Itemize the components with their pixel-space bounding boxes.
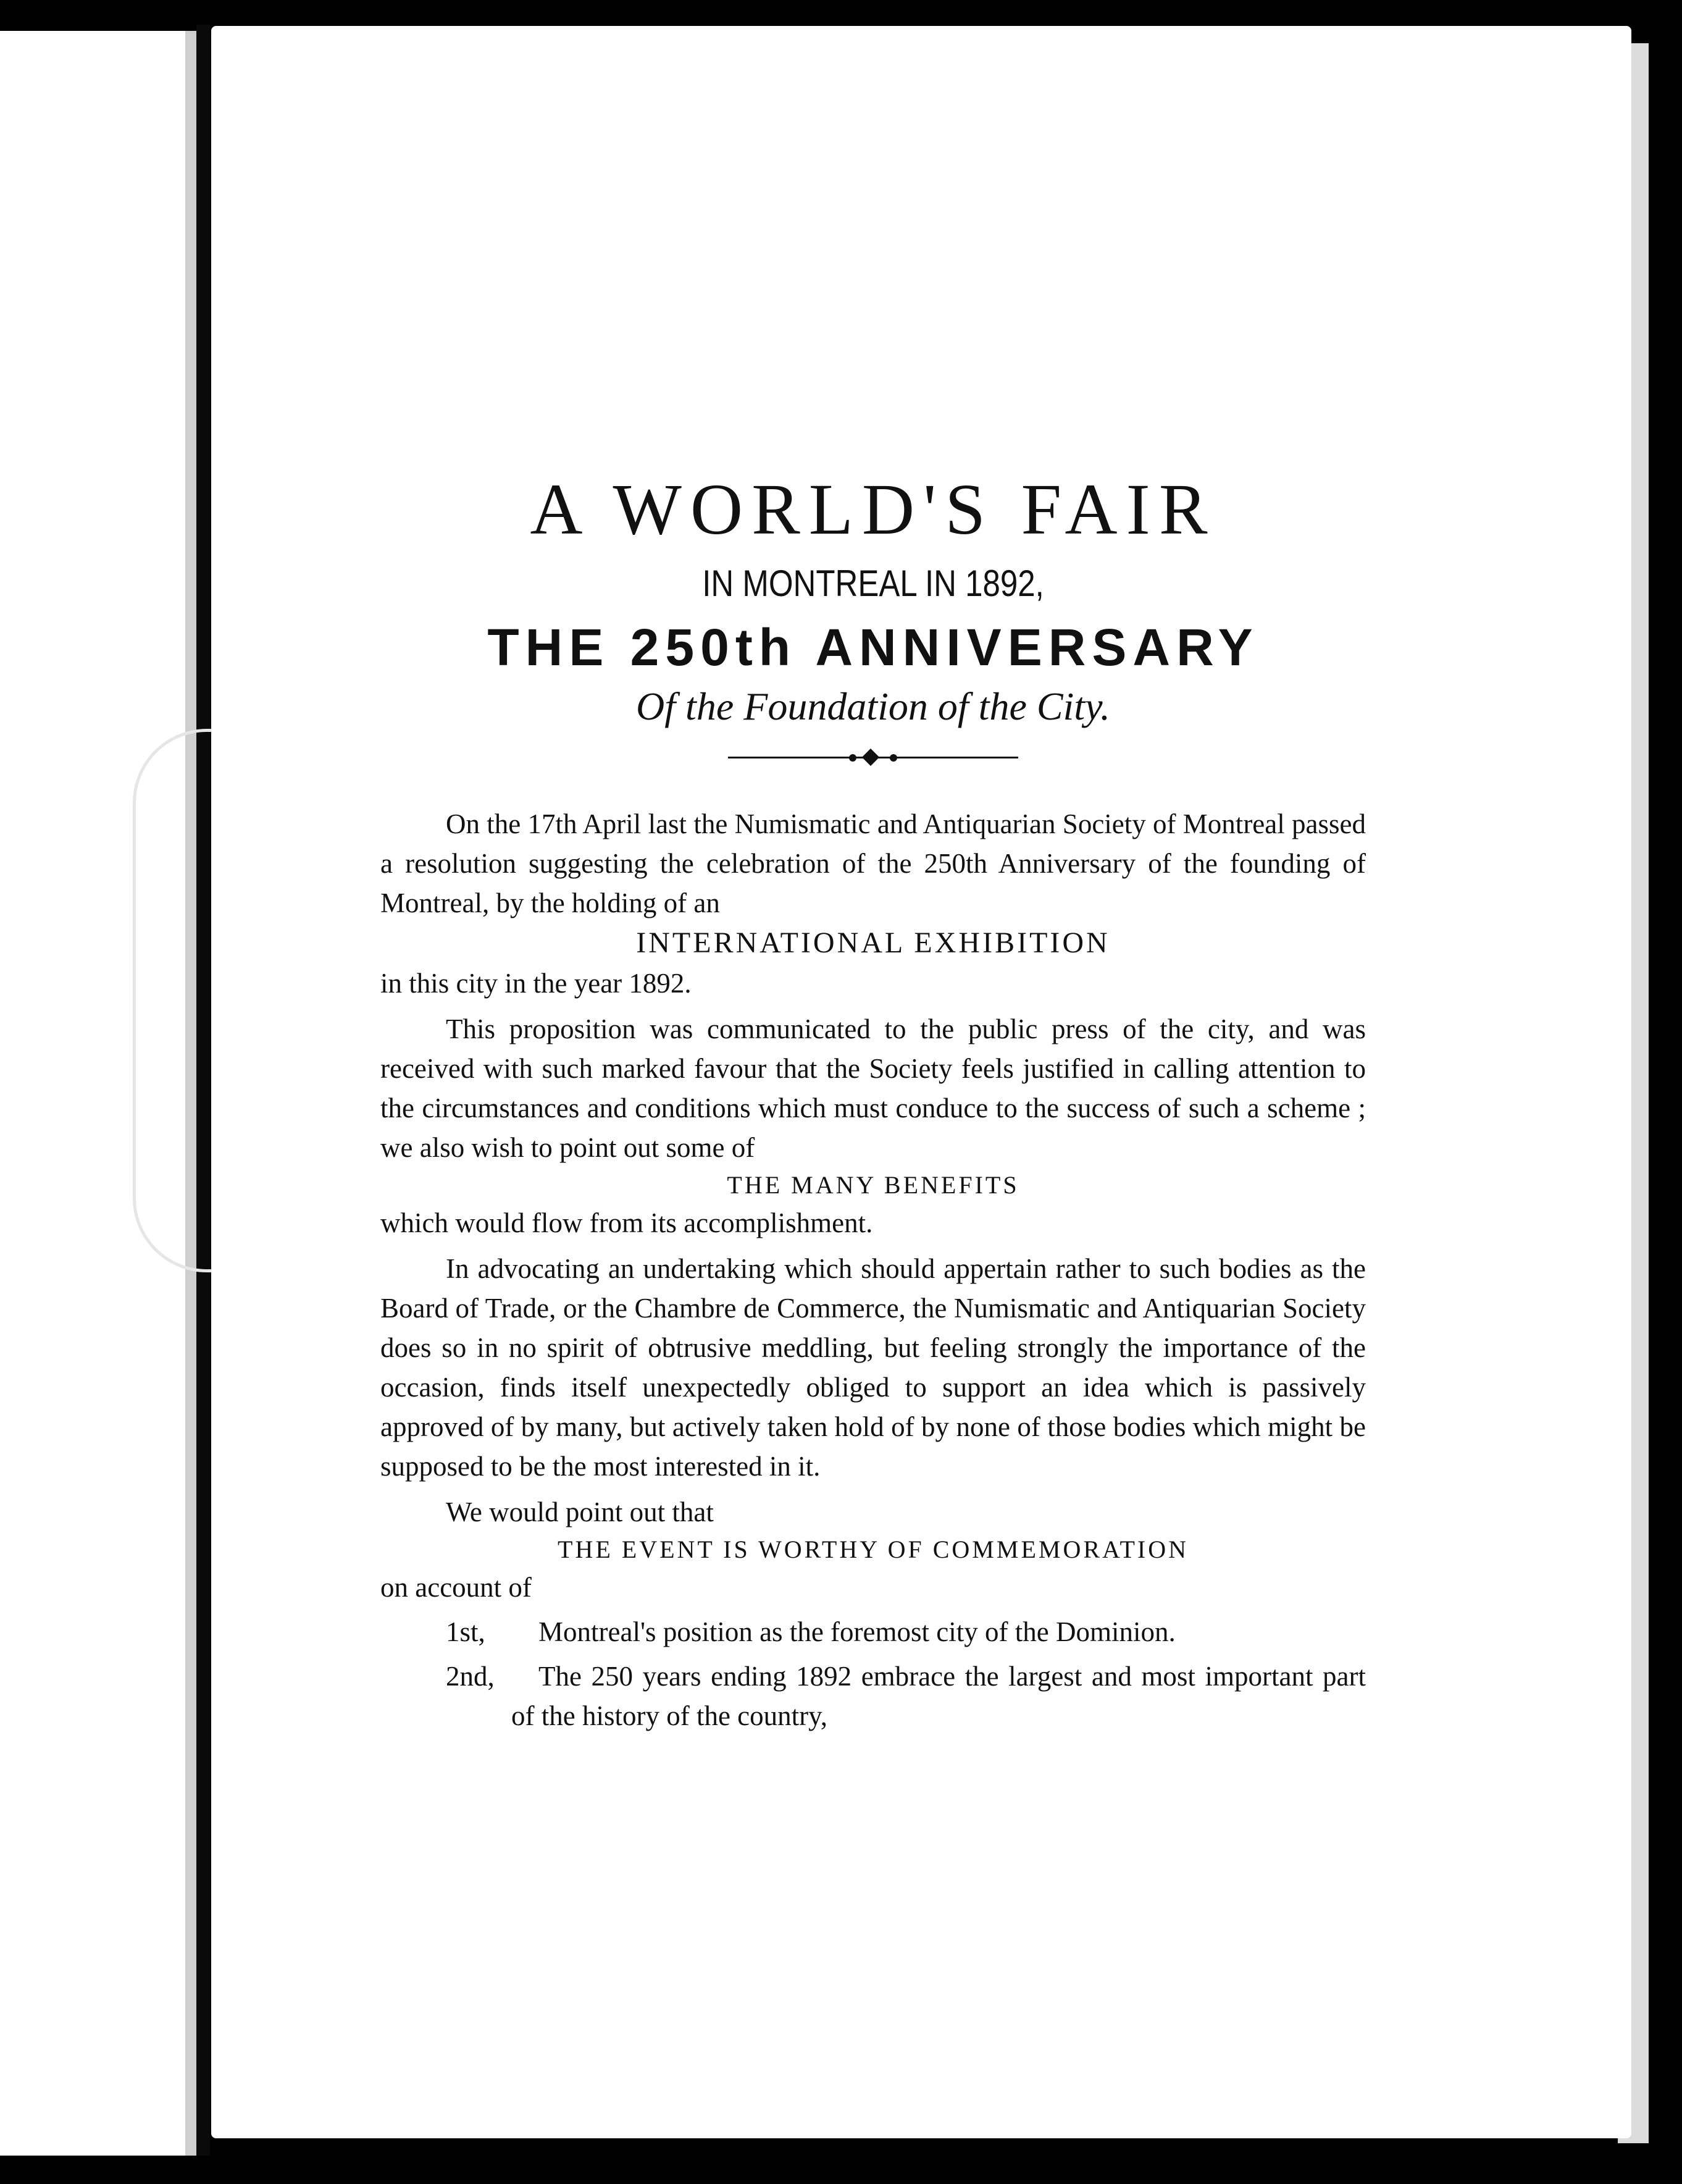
list-item: [380, 1657, 1366, 1736]
list-item-text: Montreal's position as the foremost city of the Dominion.: [538, 1616, 1176, 1647]
divider-dot-left: [849, 754, 856, 762]
section-heading-benefits: THE MANY BENEFITS: [727, 1171, 1019, 1199]
paragraph-2: This proposition was communicated to the public press of the city, and was received with such marked favour that the Society feels justified in calling attention to the circumstances and conditions which must conduce to the success of such a scheme ; we also wish to point out some of: [380, 1014, 1366, 1163]
paragraph-1: On the 17th April last the Numismatic and Antiquarian Society of Montreal passed a resolution suggesting the celebration of the 250th Anniversary of the founding of Montreal, by the holding of an: [380, 808, 1366, 918]
document-page: [211, 26, 1631, 2138]
tagline: Of the Foundation of the City.: [636, 684, 1110, 728]
anniversary-heading: THE 250th ANNIVERSARY: [487, 618, 1259, 676]
list-item-label: 2nd,: [446, 1661, 495, 1692]
paragraph-4: We would point out that: [446, 1497, 714, 1527]
page-content: [380, 469, 1366, 1736]
divider-diamond: [862, 749, 879, 766]
divider-dot-right: [890, 754, 897, 762]
section-heading-exhibition: INTERNATIONAL EXHIBITION: [636, 926, 1110, 959]
section-heading-commemoration: THE EVENT IS WORTHY OF COMMEMORATION: [558, 1535, 1189, 1563]
paragraph-3: In advocating an undertaking which should appertain rather to such bodies as the Board of Trade, or the Chambre de Commerce, the Numismatic and Antiquarian Society does so in no spirit of obtrusive meddling, but feeling strongly the importance of the occasion, finds itself unexpectedly obliged to support an idea which is passively approved of by many, but actively taken hold of by none of those bodies which might be supposed to be the most interested in it.: [380, 1253, 1366, 1482]
paragraph-2-continued: which would flow from its accomplishment.: [380, 1208, 873, 1238]
list-item-text: The 250 years ending 1892 embrace the largest and most important part of the history of the country,: [511, 1661, 1366, 1731]
list-item-label: 1st,: [446, 1616, 485, 1647]
page-title: A WORLD'S FAIR: [530, 469, 1216, 550]
list-item: [380, 1612, 1366, 1652]
page-subtitle: IN MONTREAL IN 1892,: [702, 563, 1044, 604]
paragraph-4-continued: on account of: [380, 1572, 532, 1603]
binding-string: [133, 729, 219, 1272]
divider-ornament: [728, 745, 1018, 770]
paragraph-1-continued: in this city in the year 1892.: [380, 968, 692, 999]
body-text: [380, 804, 1366, 1736]
